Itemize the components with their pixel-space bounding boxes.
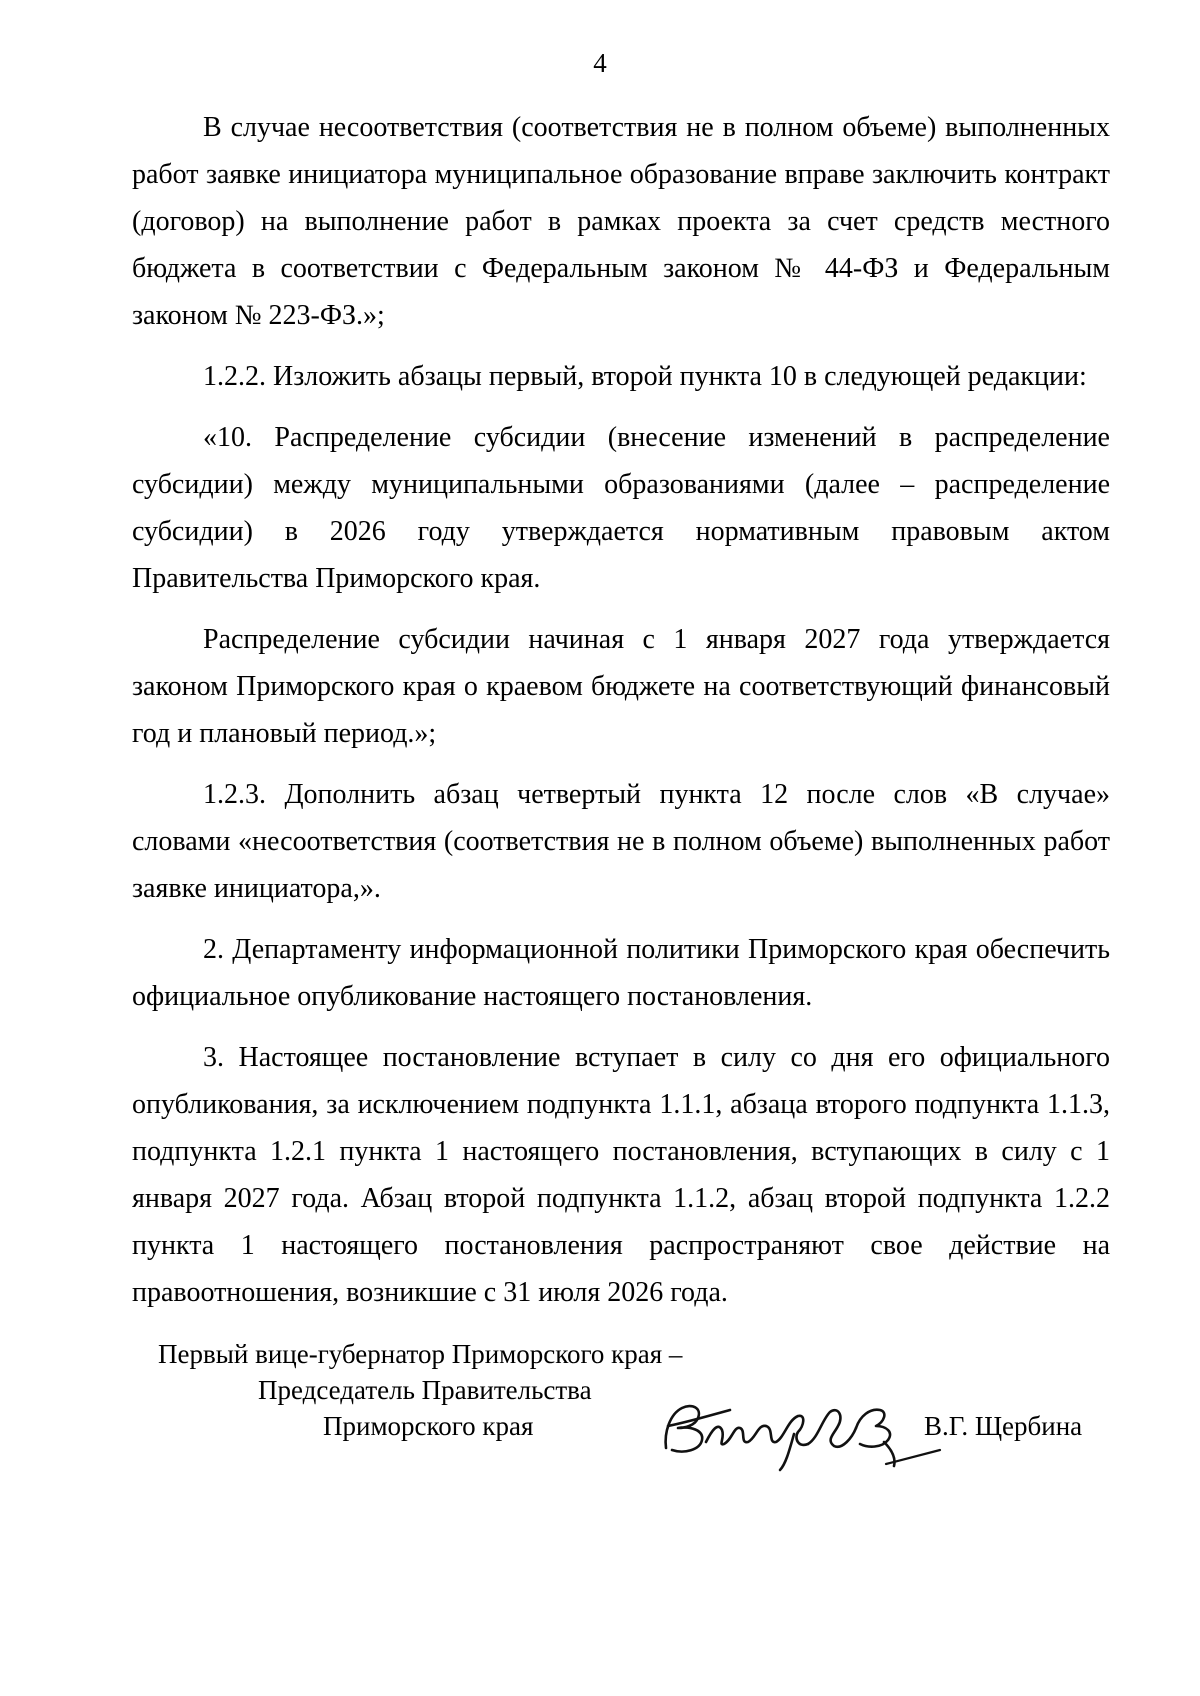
paragraph-1-2-2: 1.2.2. Изложить абзацы первый, второй пункта 10 в следующей редакции: [203,361,1087,392]
page-number: 4 [593,48,607,78]
paragraph-distribution-2027: Распределение субсидии начиная с 1 января 2027 года утверждается законом Приморского края о краевом бюджете на соответствующий финансовый год и плановый период.»; [132,624,1110,749]
signature-block [0,1336,1200,1456]
signer-title-line2: Председатель Правительства [258,1375,592,1405]
signer-title-line3: Приморского края [323,1411,534,1441]
paragraph-2: 2. Департаменту информационной политики Приморского края обеспечить официальное опубликование настоящего постановления. [132,934,1110,1012]
document-body [132,104,1110,1316]
handwritten-signature [648,1386,948,1476]
paragraph-nonconformity: В случае несоответствия (соответствия не в полном объеме) выполненных работ заявке инициатора муниципальное образование вправе заключить контракт (договор) на выполнение работ в рамках проекта за счет средств местного бюджета в соответствии с Федеральным законом № 44-ФЗ и Федеральным законом № 223-ФЗ.»; [132,112,1110,331]
paragraph-1-2-3: 1.2.3. Дополнить абзац четвертый пункта 12 после слов «В случае» словами «несоответствия (соответствия не в полном объеме) выполненных работ заявке инициатора,». [132,779,1110,904]
signer-title-line1: Первый вице-губернатор Приморского края – [158,1339,683,1369]
paragraph-point-10: «10. Распределение субсидии (внесение изменений в распределение субсидии) между муниципальными образованиями (далее – распределение субсидии) в 2026 году утверждается нормативным правовым актом Правительства Приморского края. [132,422,1110,594]
signer-name: В.Г. Щербина [924,1411,1083,1441]
paragraph-3: 3. Настоящее постановление вступает в силу со дня его официального опубликования, за исключением подпункта 1.1.1, абзаца второго подпункта 1.1.3, подпункта 1.2.1 пункта 1 настоящего постановления, вступающих в силу с 1 января 2027 года. Абзац второй подпункта 1.1.2, абзац второй подпункта 1.2.2 пункта 1 настоящего постановления распространяют свое действие на правоотношения, возникшие с 31 июля 2026 года. [132,1042,1110,1308]
